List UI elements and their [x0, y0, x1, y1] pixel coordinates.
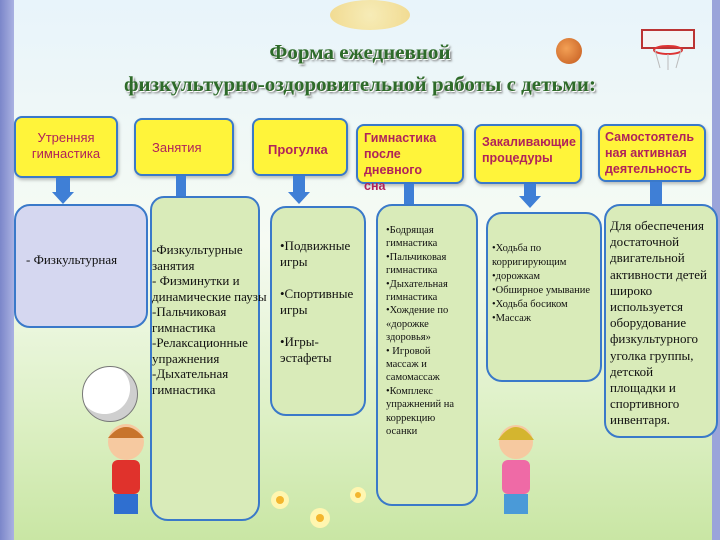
- header-morning-gymnastics: [14, 116, 118, 178]
- card-line: •Дыхательная: [386, 278, 448, 290]
- card-line: динамические паузы: [152, 288, 267, 304]
- card-line: «дорожке: [386, 318, 429, 330]
- card-line: -Пальчиковая: [152, 304, 227, 319]
- header-line: Самостоятель: [605, 130, 695, 144]
- arrow-down-icon: [288, 192, 310, 204]
- card-line: •Обширное умывание: [492, 285, 591, 296]
- card-line: спортивного: [610, 396, 680, 412]
- soccer-ball-icon: [82, 366, 138, 422]
- header-walk: [252, 118, 348, 176]
- card-line: упражнения: [152, 350, 220, 366]
- header-line: процедуры: [482, 151, 553, 165]
- card-line: •дорожкам: [492, 271, 541, 282]
- header-line: Занятия: [152, 140, 202, 155]
- card-lessons: [150, 196, 267, 521]
- connector: [650, 182, 662, 204]
- child-left-decoration: [96, 420, 156, 540]
- card-line: •Пальчиковая: [386, 251, 447, 263]
- card-hardening-procedures: [486, 212, 602, 382]
- card-line: двигательной: [610, 250, 685, 266]
- card-line: упражнений на: [386, 399, 455, 411]
- sun-decoration: [330, 0, 410, 30]
- card-line: • Игровой: [386, 345, 431, 357]
- card-line: осанки: [386, 426, 418, 438]
- header-line: ная активная: [605, 146, 687, 160]
- card-line: эстафеты: [280, 350, 332, 365]
- card-line: •Комплекс: [386, 385, 433, 397]
- header-hardening-procedures: [474, 124, 582, 184]
- card-line: физкультурного: [610, 331, 698, 347]
- card-line: гимнастика: [386, 292, 438, 304]
- header-gymnastics-after-sleep: [356, 124, 464, 193]
- child-right-decoration: [486, 420, 546, 540]
- header-line: Утренняя: [37, 130, 95, 145]
- card-line: •Ходьба босиком: [492, 299, 568, 310]
- header-independent-activity: [598, 124, 706, 182]
- card-line: достаточной: [610, 234, 680, 250]
- card-line: коррекцию: [386, 412, 436, 424]
- card-line: занятия: [152, 257, 195, 273]
- card-line: •Бодрящая: [386, 225, 434, 236]
- connector: [524, 184, 536, 196]
- card-line: Для обеспечения: [610, 218, 704, 233]
- card-line: •Массаж: [492, 313, 532, 324]
- connector: [56, 178, 70, 192]
- card-independent-activity: [604, 204, 718, 438]
- card-line: используется: [610, 299, 683, 315]
- card-gymnastics-after-sleep: [376, 204, 478, 506]
- card-line: детской: [610, 363, 654, 379]
- flowers-decoration: [260, 440, 380, 540]
- card-walk: [270, 206, 366, 416]
- card-line: - Физминутки и: [152, 273, 240, 288]
- arrow-down-icon: [52, 192, 74, 204]
- card-line: корригирующим: [492, 257, 567, 268]
- connector: [293, 176, 305, 192]
- card-line: •Хождение по: [386, 305, 449, 317]
- card-line: гимнастика: [386, 238, 438, 250]
- connector: [404, 184, 414, 206]
- card-line: игры: [280, 254, 308, 269]
- header-line: деятельность: [605, 162, 692, 176]
- card-line: [280, 270, 358, 286]
- card-line: гимнастика: [152, 319, 216, 335]
- card-line: здоровья»: [386, 332, 431, 344]
- card-line: - Физкультурная: [26, 252, 118, 267]
- card-line: -Дыхательная: [152, 366, 229, 381]
- card-line: гимнастика: [152, 381, 216, 397]
- connector: [176, 176, 186, 198]
- card-line: •Подвижные: [280, 238, 351, 253]
- page-title: [20, 36, 700, 100]
- card-line: активности детей: [610, 266, 707, 282]
- header-line: после дневного: [364, 147, 422, 177]
- header-line: Закаливающие: [482, 135, 576, 149]
- card-line: •Игры-: [280, 334, 319, 349]
- card-line: массаж и: [386, 359, 427, 371]
- card-line: оборудование: [610, 315, 687, 331]
- card-line: площадки и: [610, 380, 676, 396]
- left-frame: [0, 0, 14, 540]
- header-lessons: [134, 118, 234, 176]
- title-line: физкультурно-оздоровительной работы с детьми:: [124, 72, 596, 96]
- card-line: широко: [610, 282, 653, 298]
- header-line: Гимнастика: [364, 131, 437, 145]
- header-line: Прогулка: [268, 142, 328, 157]
- card-line: •Ходьба по: [492, 243, 542, 254]
- card-morning-gymnastics: [14, 204, 148, 328]
- arrow-down-icon: [519, 196, 541, 208]
- card-line: самомассаж: [386, 372, 440, 384]
- header-line: гимнастика: [31, 146, 101, 161]
- card-line: -Физкультурные: [152, 242, 243, 257]
- title-line: Форма ежедневной: [269, 40, 451, 64]
- card-line: •Спортивные: [280, 286, 354, 301]
- card-line: игры: [280, 302, 308, 317]
- card-line: инвентаря.: [610, 412, 671, 428]
- card-line: -Релаксационные: [152, 335, 248, 350]
- card-line: [280, 318, 358, 334]
- card-line: гимнастика: [386, 265, 438, 277]
- header-line: сна: [364, 179, 386, 193]
- card-line: уголка группы,: [610, 347, 694, 363]
